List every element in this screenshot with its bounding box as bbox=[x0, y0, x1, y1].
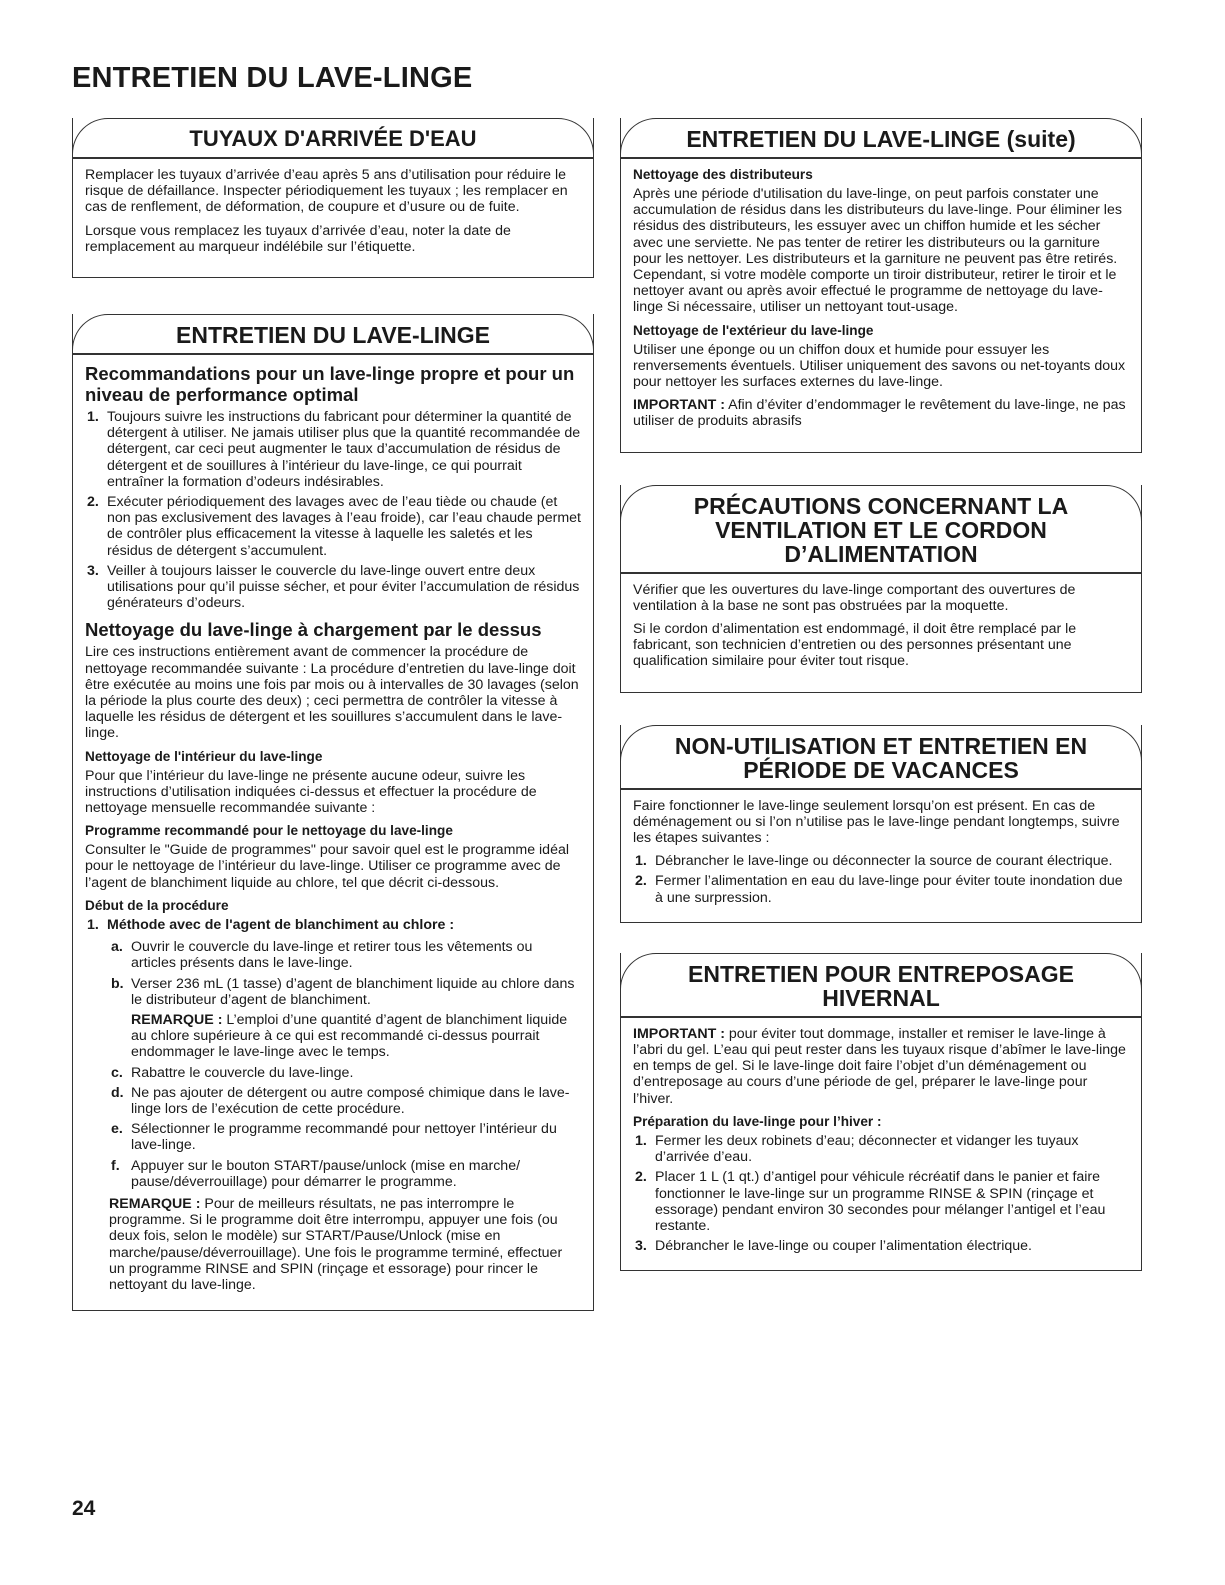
list-item: 1. Débrancher le lave-linge ou déconnecter la source de courant électrique. bbox=[635, 853, 1113, 870]
recommendations-list bbox=[85, 409, 581, 611]
page-number: 24 bbox=[72, 1497, 96, 1520]
winter-prep-heading: Préparation du lave-linge pour l’hiver : bbox=[633, 1113, 882, 1129]
step-item: c. Rabattre le couvercle du lave-linge. bbox=[111, 1064, 354, 1081]
ventilation-paragraph-1: Vérifier que les ouvertures du lave-linge comportant des ouvertures de ventilation à la base ne sont pas obstruées par la moquette. bbox=[633, 581, 1076, 614]
dispensers-heading: Nettoyage des distributeurs bbox=[633, 167, 813, 182]
list-item: 1. Toujours suivre les instructions du fabricant pour déterminer la quantité de détergent à utiliser. Ne jamais utiliser plus que la quantité recommandée de détergent, car ceci peut augmenter le taux d’accumulation de résidus de détergent et de souillures à l’intérieur du lave-linge, ce qui pourrait entraîner la formation d’odeurs indésirables. bbox=[87, 409, 581, 490]
vacation-heading: NON-UTILISATION ET ENTRETIEN EN PÉRIODE DE VACANCES bbox=[620, 725, 1142, 790]
step-item: b. Verser 236 mL (1 tasse) d’agent de blanchiment liquide au chlore dans le distributeur d’agent de blanchiment. bbox=[111, 975, 575, 1008]
winter-heading: ENTRETIEN POUR ENTREPOSAGE HIVERNAL bbox=[620, 953, 1142, 1018]
ventilation-section bbox=[620, 485, 1142, 693]
vacation-section bbox=[620, 725, 1142, 923]
care-continued-heading: ENTRETIEN DU LAVE-LINGE (suite) bbox=[620, 118, 1142, 159]
hoses-paragraph-2: Lorsque vous remplacez les tuyaux d’arrivée d’eau, noter la date de remplacement au marqueur indélébile sur l’étiquette. bbox=[85, 222, 511, 255]
interior-cleaning-heading: Nettoyage de l'intérieur du lave-linge bbox=[85, 748, 323, 764]
recommendations-heading: Recommandations pour un lave-linge propre et pour un niveau de performance optimal bbox=[85, 363, 575, 406]
steps-list bbox=[109, 939, 581, 1190]
winter-important: IMPORTANT : pour éviter tout dommage, installer et remiser le lave-linge à l’abri du gel. L’eau qui peut rester dans les tuyaux risque d’abîmer le lave-linge en temps de gel. Si le lave-linge doit faire l’objet d’un déménagement ou d’entreposage au cours d’une période de gel, préparer le lave-linge pour l’hiver. bbox=[633, 1025, 1126, 1107]
step-item: f. Appuyer sur le bouton START/pause/unlock (mise en marche/ pause/déverrouillage) pour démarrer le programme. bbox=[111, 1157, 521, 1190]
interior-cleaning-paragraph: Pour que l’intérieur du lave-linge ne présente aucune odeur, suivre les instructions d’utilisation indiquées ci-dessus et effectuer la procédure de nettoyage mensuelle recommandée suivante : bbox=[85, 767, 537, 817]
program-paragraph: Consulter le "Guide de programmes" pour savoir quel est le programme idéal pour le nettoyage de l’intérieur du lave-linge. Utiliser ce programme avec de l’agent de blanchiment liquide au chlore, tel que décrit ci-dessous. bbox=[85, 842, 570, 891]
program-heading: Programme recommandé pour le nettoyage du lave-linge bbox=[85, 823, 453, 839]
vacation-list bbox=[633, 853, 1129, 906]
list-item: 2. Fermer l’alimentation en eau du lave-linge pour éviter toute inondation due à une surpression. bbox=[635, 873, 1123, 906]
left-column bbox=[72, 118, 594, 1339]
hoses-section bbox=[72, 118, 594, 278]
top-load-cleaning-paragraph: Lire ces instructions entièrement avant de commencer la procédure de nettoyage recommandée suivante : La procédure d’entretien du lave-linge doit être exécutée au moins une fois par mois ou à intervalles de 30 lavages (selon la période la plus courte des deux) ; ceci permettra de contrôler la vitesse à laquelle les résidus de détergent et les souillures s’accumulent dans le lave-linge. bbox=[85, 644, 579, 742]
ventilation-heading: PRÉCAUTIONS CONCERNANT LA VENTILATION ET LE CORDON D’ALIMENTATION bbox=[620, 485, 1142, 574]
important-paragraph: IMPORTANT : Afin d’éviter d’endommager le revêtement du lave-linge, ne pas utiliser de produits abrasifs bbox=[633, 397, 1126, 430]
winter-section bbox=[620, 953, 1142, 1271]
step-note: REMARQUE : L’emploi d’une quantité d’agent de blanchiment liquide au chlore supérieure à ce qui est recommandé ci-dessus pourrait endommager le lave-linge avec le temps. bbox=[131, 1011, 568, 1061]
list-item: 1. Fermer les deux robinets d’eau; déconnecter et vidanger les tuyaux d’arrivée d’eau. bbox=[635, 1132, 1079, 1166]
exterior-heading: Nettoyage de l'extérieur du lave-linge bbox=[633, 322, 874, 338]
care-heading: ENTRETIEN DU LAVE-LINGE bbox=[72, 314, 594, 355]
list-item: 2. Exécuter périodiquement des lavages avec de l’eau tiède ou chaude (et non pas exclusivement des lavages à l’eau froide), car l’eau chaude permet de contrôler plus efficacement la vitesse à laquelle les saletés et les résidus de détergent s’accumulent. bbox=[87, 494, 581, 559]
vacation-paragraph: Faire fonctionner le lave-linge seulement lorsqu’on est présent. En cas de déménagement ou si l’on n’utilise pas le lave-linge pendant longtemps, suivre les étapes suivantes : bbox=[633, 797, 1120, 847]
method-list bbox=[85, 917, 581, 933]
winter-list bbox=[633, 1133, 1129, 1254]
care-continued-section bbox=[620, 118, 1142, 453]
right-column bbox=[620, 118, 1142, 1299]
dispensers-paragraph: Après une période d'utilisation du lave-linge, on peut parfois constater une accumulation de résidus dans les distributeurs du lave-linge. Pour éliminer les résidus des distributeurs, les essuyer avec un chiffon humide et les sécher avec une serviette. Ne pas tenter de retirer les distributeurs ou la garniture pour les nettoyer. Les distributeurs et la garniture ne peuvent pas être retirés. Cependant, si votre modèle comporte un tiroir distributeur, retirer le tiroir et le nettoyer avant ou après avoir effectué le programme de nettoyage du lave-linge Si nécessaire, utiliser un nettoyant tout-usage. bbox=[633, 186, 1122, 316]
page-title: ENTRETIEN DU LAVE-LINGE bbox=[72, 62, 473, 94]
care-section bbox=[72, 314, 594, 1311]
start-procedure-heading: Début de la procédure bbox=[85, 897, 229, 913]
hoses-paragraph-1: Remplacer les tuyaux d’arrivée d’eau après 5 ans d’utilisation pour réduire le risque de défaillance. Inspecter périodiquement les tuyaux ; les remplacer en cas de renflement, de déformation, de coupure et d’usure ou de fuite. bbox=[85, 167, 568, 216]
hoses-heading: TUYAUX D'ARRIVÉE D'EAU bbox=[72, 118, 594, 159]
exterior-paragraph: Utiliser une éponge ou un chiffon doux et humide pour essuyer les renversements éventuels. Utiliser uniquement des savons ou net-toyants doux pour nettoyer les surfaces externes du lave-linge. bbox=[633, 341, 1126, 391]
method-item: 1. Méthode avec de l'agent de blanchiment au chlore : bbox=[87, 916, 455, 933]
list-item: 2. Placer 1 L (1 qt.) d’antigel pour véhicule récréatif dans le panier et faire fonctionner le lave-linge sur un programme RINSE & SPIN (rinçage et essorage) pendant environ 30 secondes pour mélanger l’antigel et l’eau restante. bbox=[635, 1169, 1106, 1234]
step-item: d. Ne pas ajouter de détergent ou autre composé chimique dans le lave-linge lors de l’exécution de cette procédure. bbox=[111, 1084, 570, 1117]
step-item: e. Sélectionner le programme recommandé pour nettoyer l’intérieur du lave-linge. bbox=[111, 1121, 557, 1154]
final-note: REMARQUE : Pour de meilleurs résultats, ne pas interrompre le programme. Si le programme doit être interrompu, appuyer une fois (ou deux fois, selon le modèle) sur START/Pause/Unlock (mise en marche/pause/déverrouillage). Une fois le programme terminé, effectuer un programme RINSE and SPIN (rinçage et essorage) pour rincer le nettoyant du lave-linge. bbox=[109, 1195, 563, 1293]
step-item: a. Ouvrir le couvercle du lave-linge et retirer tous les vêtements ou articles présents dans le lave-linge. bbox=[111, 939, 533, 972]
list-item: 3. Veiller à toujours laisser le couvercle du lave-linge ouvert entre deux utilisations pour qu’il puisse sécher, et pour éviter l’accumulation de résidus générateurs d’odeurs. bbox=[87, 562, 580, 612]
list-item: 3. Débrancher le lave-linge ou couper l’alimentation électrique. bbox=[635, 1238, 1032, 1255]
ventilation-paragraph-2: Si le cordon d’alimentation est endommagé, il doit être remplacé par le fabricant, son technicien d’entretien ou des personnes présentant une qualification similaire pour éviter tout risque. bbox=[633, 621, 1077, 670]
top-load-cleaning-heading: Nettoyage du lave-linge à chargement par le dessus bbox=[85, 619, 542, 641]
